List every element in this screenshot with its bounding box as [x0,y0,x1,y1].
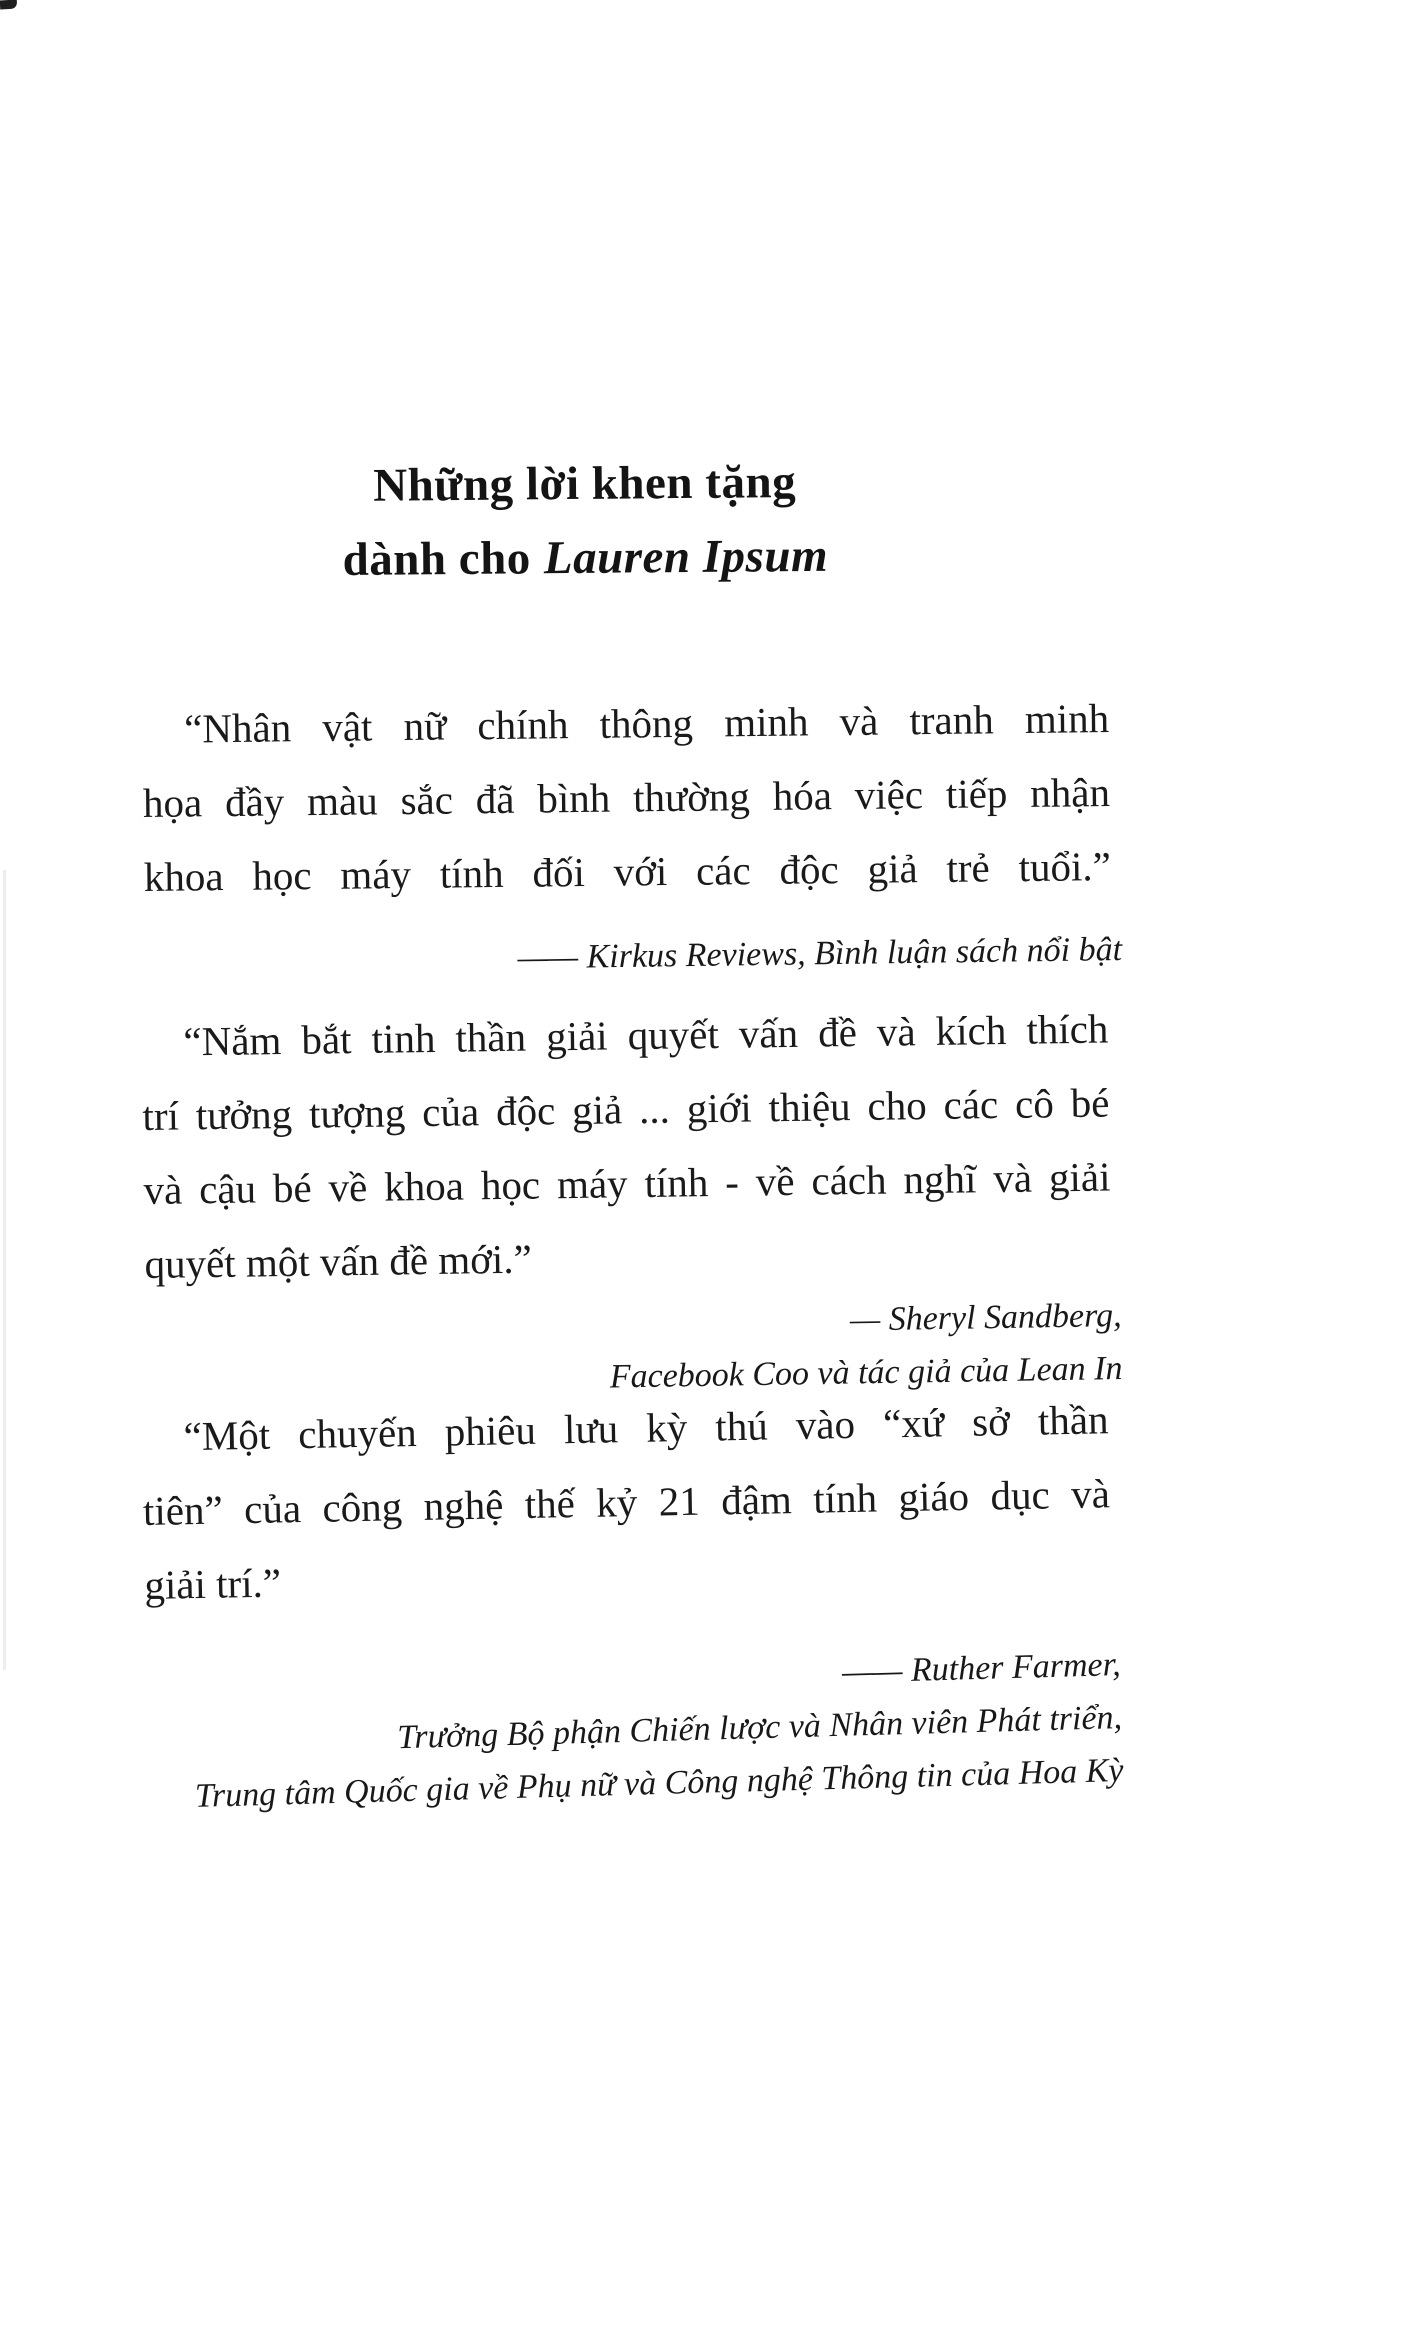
quote-line: “Một chuyến phiêu lưu kỳ thú vào “xứ sở thần [183,1396,1109,1460]
attribution-line: Facebook Coo và tác giả của Lean In [609,1349,1123,1396]
praise-page-title [0,442,1171,600]
attribution-kirkus [143,923,1123,990]
quote-line: “Nắm bắt tinh thần giải quyết vấn đề và kích thích [183,1005,1109,1065]
scan-artifact-edge-line [3,870,6,1670]
quote-line: giải trí.” [143,1559,282,1608]
attribution-line: —— Kirkus Reviews, Bình luận sách nổi bật [517,931,1123,977]
title-line-1: Những lời khen tặng [372,456,797,512]
scan-artifact-corner-mark [0,0,17,9]
attribution-line: Trung tâm Quốc gia về Phụ nữ và Công nghệ Thông tin của Hoa Kỳ [194,1751,1124,1815]
quote-line: trí tưởng tượng của độc giả ... giới thiệu cho các cô bé [142,1079,1110,1140]
attribution-farmer [141,1638,1124,1824]
quote-paragraph-sandberg [141,992,1112,1301]
attribution-line: — Sheryl Sandberg, [849,1297,1122,1339]
quote-paragraph-kirkus [142,681,1111,914]
title-line-2 [0,516,1171,600]
quote-line: và cậu bé về khoa học máy tính - về cách nghĩ và giải [143,1153,1111,1213]
quote-line: “Nhân vật nữ chính thông minh và tranh minh [183,695,1110,752]
quote-line: khoa học máy tính đối với các độc giả trẻ tuổi.” [143,843,1112,900]
quote-line: họa đầy màu sắc đã bình thường hóa việc tiếp nhận [142,769,1111,826]
quote-line: quyết một vấn đề mới.” [144,1235,533,1287]
quote-paragraph-farmer [141,1382,1112,1622]
attribution-line: —— Ruther Farmer, [841,1646,1122,1691]
title-line-2-prefix: dành cho [342,532,531,587]
book-title-italic: Lauren Ipsum [543,529,829,585]
attribution-line: Trưởng Bộ phận Chiến lược và Nhân viên Phát triển, [396,1699,1123,1757]
quote-line: tiên” của công nghệ thế kỷ 21 đậm tính giáo dục và [142,1470,1111,1534]
